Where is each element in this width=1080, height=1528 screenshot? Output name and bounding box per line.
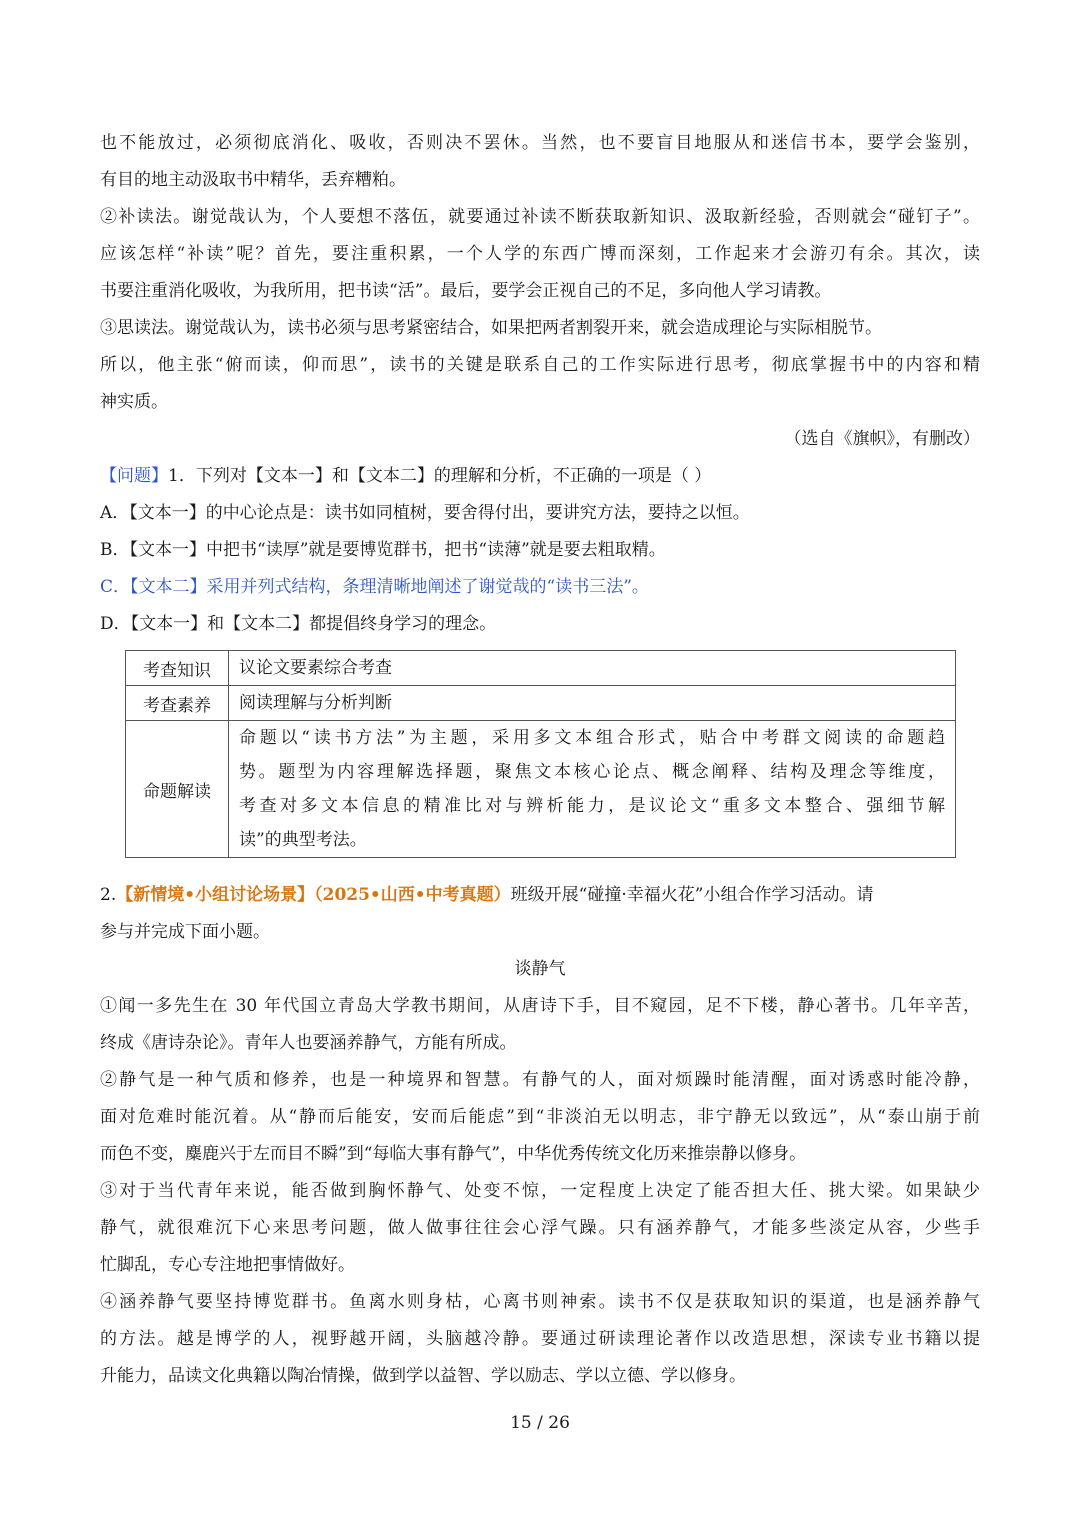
table-value: [229, 686, 956, 721]
passage1-line: 神实质。: [100, 392, 168, 412]
table-row: [126, 651, 956, 686]
passage2-line: 而色不变，麋鹿兴于左而目不瞬”到“每临大事有静气”，中华优秀传统文化历来推崇静以修身。: [100, 1144, 807, 1164]
exam-source: 2025•山西•中考真题: [322, 885, 494, 905]
passage2-line: ③对于当代青年来说，能否做到胸怀静气、处变不惊，一定程度上决定了能否担大任、挑大梁。如果缺少: [100, 1181, 980, 1201]
passage2-line: ①闻一多先生在 30 年代国立青岛大学教书期间，从唐诗下手，目不窥园，足不下楼，静心著书。几年辛苦，: [100, 996, 980, 1016]
option-d: [100, 612, 980, 636]
table-value-line: 考查对多文本信息的精准比对与辨析能力，是议论文“重多文本整合、强细节解: [239, 796, 945, 816]
option-c-answer: [100, 575, 980, 599]
table-key: 考查素养: [126, 686, 229, 721]
passage1-line: ③思读法。谢觉哉认为，读书必须与思考紧密结合，如果把两者割裂开来，就会造成理论与实际相脱节。: [100, 318, 882, 338]
passage2-line: ④涵养静气要坚持博览群书。鱼离水则身枯，心离书则神索。读书不仅是获取知识的渠道，也是涵养静气: [100, 1292, 980, 1312]
passage2-line: 静气，就很难沉下心来思考问题，做人做事往往会心浮气躁。只有涵养静气，才能多些淡定从容，少些手: [100, 1218, 980, 1238]
question2-number: 2.: [100, 885, 117, 905]
option-label: D．: [100, 614, 131, 634]
question-tag: 【问题】: [100, 466, 168, 486]
passage1-line: 书要注重消化吸收，为我所用，把书读“活”。最后，要学会正视自己的不足，多向他人学习请教。: [100, 281, 832, 301]
source-paren-close: ）: [493, 885, 511, 905]
option-text: 【文本二】采用并列式结构，条理清晰地阐述了谢觉哉的“读书三法”。: [130, 577, 649, 597]
source-paren-open: （: [314, 885, 323, 905]
passage2-line: 忙脚乱，专心专注地把事情做好。: [100, 1255, 355, 1275]
option-label: C．: [100, 577, 131, 597]
question1-stem: 1．下列对【文本一】和【文本二】的理解和分析，不正确的一项是（ ）: [168, 466, 712, 486]
passage1-line: 有目的地主动汲取书中精华，丢弃糟粕。: [100, 170, 406, 190]
question2-intro: [100, 883, 980, 907]
table-value: [229, 651, 956, 686]
question2-intro-text: 班级开展“碰撞·幸福火花”小组合作学习活动。请: [510, 885, 874, 905]
table-value-line: 议论文要素综合考查: [239, 658, 392, 678]
option-a: [100, 501, 980, 525]
scenario-tag: 【新情境•小组讨论场景】: [116, 885, 315, 905]
table-value-line: 命题以“读书方法”为主题，采用多文本组合形式，贴合中考群文阅读的命题趋: [239, 728, 945, 748]
passage1-source: （选自《旗帜》，有删改）: [784, 429, 980, 449]
table-row: [126, 686, 956, 721]
option-text: 【文本一】的中心论点是：读书如同植树，要舍得付出，要讲究方法，要持之以恒。: [129, 503, 750, 523]
passage1-line: 所以，他主张“俯而读，仰而思”，读书的关键是联系自己的工作实际进行思考，彻底掌握书中的内容和精: [100, 355, 980, 375]
question2-intro-line2: 参与并完成下面小题。: [100, 922, 270, 942]
passage2-line: ②静气是一种气质和修养，也是一种境界和智慧。有静气的人，面对烦躁时能清醒，面对诱惑时能冷静，: [100, 1070, 980, 1090]
passage2-line: 终成《唐诗杂论》。青年人也要涵养静气，方能有所成。: [100, 1033, 517, 1053]
passage2-line: 面对危难时能沉着。从“静而后能安，安而后能虑”到“非淡泊无以明志，非宁静无以致远”，从“泰山崩于前: [100, 1107, 980, 1127]
passage2-line: 的方法。越是博学的人，视野越开阔，头脑越冷静。要通过研读理论著作以改造思想，深读专业书籍以提: [100, 1329, 980, 1349]
table-key: 考查知识: [126, 651, 229, 686]
table-value-line: 读”的典型考法。: [239, 830, 367, 850]
passage2-title: 谈静气: [514, 959, 566, 979]
passage1-line: 应该怎样“补读”呢？首先，要注重积累，一个人学的东西广博而深刻，工作起来才会游刃有余。其次，读: [100, 244, 980, 264]
table-key: 命题解读: [126, 721, 229, 858]
question1-stem-row: [100, 464, 980, 488]
table-row: [126, 721, 956, 858]
passage1-line: ②补读法。谢觉哉认为，个人要想不落伍，就要通过补读不断获取新知识、汲取新经验，否则就会“碰钉子”。: [100, 207, 980, 227]
option-b: [100, 538, 980, 562]
option-text: 【文本一】和【文本二】都提倡终身学习的理念。: [130, 614, 497, 634]
table-value-line: 势。题型为内容理解选择题，聚焦文本核心论点、概念阐释、结构及理念等维度，: [239, 762, 945, 782]
page-number: 15 / 26: [510, 1413, 570, 1433]
analysis-table: [125, 650, 956, 858]
option-label: B．: [100, 540, 130, 560]
passage1-line: 也不能放过，必须彻底消化、吸收，否则决不罢休。当然，也不要盲目地服从和迷信书本，要学会鉴别，: [100, 133, 980, 153]
table-value-line: 阅读理解与分析判断: [239, 693, 392, 713]
table-value: [229, 721, 956, 858]
option-label: A．: [100, 503, 130, 523]
option-text: 【文本一】中把书“读厚”就是要博览群书，把书“读薄”就是要去粗取精。: [129, 540, 666, 560]
passage2-line: 升能力，品读文化典籍以陶冶情操，做到学以益智、学以励志、学以立德、学以修身。: [100, 1366, 746, 1386]
